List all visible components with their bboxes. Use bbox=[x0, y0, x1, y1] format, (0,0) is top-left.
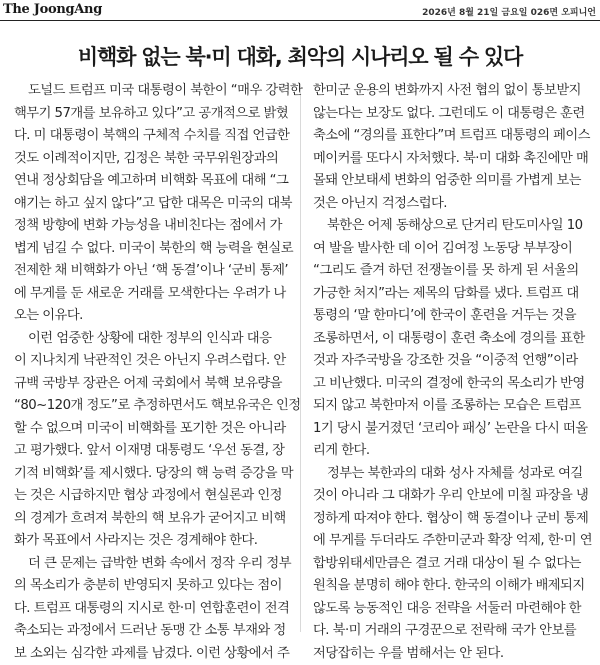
text-line: 정책 방향에 변화 가능성을 내비친다는 점에서 가 bbox=[14, 215, 292, 238]
text-line: 되지 않고 북한마저 이를 조롱하는 모습은 트럼프 bbox=[313, 395, 591, 418]
text-line: 고 평가했다. 앞서 이재명 대통령도 ‘우선 동결, 장 bbox=[14, 440, 292, 463]
text-line: 통령의 ‘말 한마디’에 한국이 훈련을 거두는 것을 bbox=[313, 305, 591, 328]
text-line: 원칙을 분명히 해야 한다. 한국의 이해가 배제되지 bbox=[313, 575, 591, 598]
text-line: 다. 미 대통령이 북핵의 구체적 수치를 직접 언급한 bbox=[14, 125, 292, 148]
text-line: 기적 비핵화’를 제시했다. 당장의 핵 능력 증강을 막 bbox=[14, 463, 292, 486]
text-line: 메이커를 또다시 자처했다. 북·미 대화 촉진에만 매 bbox=[313, 148, 591, 171]
text-line: 않는다는 보장도 없다. 그런데도 이 대통령은 훈련 bbox=[313, 103, 591, 126]
text-line: 것과 자주국방을 강조한 것을 “이중적 언행”이라 bbox=[313, 350, 591, 373]
text-line: 것도 이례적이지만, 김정은 북한 국무위원장과의 bbox=[14, 148, 292, 171]
text-line: “80~120개 정도”로 추정하면서도 핵보유국은 인정 bbox=[14, 395, 292, 418]
text-line: 것이 아니라 그 대화가 우리 안보에 미칠 파장을 냉 bbox=[313, 485, 591, 508]
text-line: 이 지나치게 낙관적인 것은 아닌지 우려스럽다. 안 bbox=[14, 350, 292, 373]
text-line: 할 수 없으며 미국이 비핵화를 포기한 것은 아니라 bbox=[14, 418, 292, 441]
text-line: 오는 이유다. bbox=[14, 305, 292, 328]
text-line: 리게 한다. bbox=[313, 440, 591, 463]
newspaper-logo[interactable]: The JoongAng bbox=[3, 2, 102, 17]
text-line: 축소에 “경의를 표한다”며 트럼프 대통령의 페이스 bbox=[313, 125, 591, 148]
text-line: 한미군 운용의 변화까지 사전 협의 없이 통보받지 bbox=[313, 80, 591, 103]
text-line: 볍게 넘길 수 없다. 미국이 북한의 핵 능력을 현실로 bbox=[14, 238, 292, 261]
text-line: 않도록 능동적인 대응 전략을 서둘러 마련해야 한 bbox=[313, 598, 591, 621]
text-line: 몰돼 안보태세 변화의 엄중한 의미를 가볍게 보는 bbox=[313, 170, 591, 193]
text-line: 가긍한 처지”라는 제목의 담화를 냈다. 트럼프 대 bbox=[313, 283, 591, 306]
column-divider bbox=[300, 84, 301, 632]
text-line: 핵무기 57개를 보유하고 있다”고 공개적으로 밝혔 bbox=[14, 103, 292, 126]
text-line: 의 경계가 흐려져 북한의 핵 보유가 굳어지고 비핵 bbox=[14, 508, 292, 531]
text-line: 고 비난했다. 미국의 결정에 한국의 목소리가 반영 bbox=[313, 373, 591, 396]
text-line: 의 목소리가 충분히 반영되지 못하고 있다는 점이 bbox=[14, 575, 292, 598]
text-line: 다. 북·미 거래의 구경꾼으로 전락해 국가 안보를 bbox=[313, 620, 591, 643]
text-line: 에 무게를 둔 새로운 거래를 모색한다는 우려가 나 bbox=[14, 283, 292, 306]
text-line: 보 소외는 심각한 과제를 남겼다. 이런 상황에서 주 bbox=[14, 643, 292, 665]
headline: 비핵화 없는 북·미 대화, 최악의 시나리오 될 수 있다 bbox=[0, 41, 600, 71]
text-line: 규백 국방부 장관은 어제 국회에서 북핵 보유량을 bbox=[14, 373, 292, 396]
text-line: 정부는 북한과의 대화 성사 자체를 성과로 여길 bbox=[313, 463, 591, 486]
dateline: 2026년 8월 21일 금요일 026면 오피니언 bbox=[422, 5, 596, 18]
text-line: “그리도 즐겨 하던 전쟁놀이를 못 하게 된 서울의 bbox=[313, 260, 591, 283]
text-line: 얘기는 하고 싶지 않다”고 답한 대목은 미국의 대북 bbox=[14, 193, 292, 216]
text-line: 연내 정상회담을 예고하며 비핵화 목표에 대해 “그 bbox=[14, 170, 292, 193]
text-line: 것은 아닌지 걱정스럽다. bbox=[313, 193, 591, 216]
masthead bbox=[0, 0, 600, 22]
text-line: 더 큰 문제는 급박한 변화 속에서 정작 우리 정부 bbox=[14, 553, 292, 576]
masthead-rule bbox=[0, 20, 600, 21]
text-line: 정하게 따져야 한다. 협상이 핵 동결이나 군비 통제 bbox=[313, 508, 591, 531]
text-line: 는 것은 시급하지만 협상 과정에서 현실론과 인정 bbox=[14, 485, 292, 508]
article-column-left bbox=[14, 80, 292, 665]
text-line: 여 발을 발사한 데 이어 김여정 노동당 부부장이 bbox=[313, 238, 591, 261]
text-line: 조롱하면서, 이 대통령이 훈련 축소에 경의를 표한 bbox=[313, 328, 591, 351]
text-line: 화가 목표에서 사라지는 것은 경계해야 한다. bbox=[14, 530, 292, 553]
text-line: 도널드 트럼프 미국 대통령이 북한이 “매우 강력한 bbox=[14, 80, 292, 103]
text-line: 합방위태세만큼은 결코 거래 대상이 될 수 없다는 bbox=[313, 553, 591, 576]
text-line: 1기 당시 불거졌던 ‘코리아 패싱’ 논란을 다시 떠올 bbox=[313, 418, 591, 441]
text-line: 축소되는 과정에서 드러난 동맹 간 소통 부재와 정 bbox=[14, 620, 292, 643]
text-line: 다. 트럼프 대통령의 지시로 한·미 연합훈련이 전격 bbox=[14, 598, 292, 621]
article-column-right bbox=[313, 80, 591, 665]
text-line: 북한은 어제 동해상으로 단거리 탄도미사일 10 bbox=[313, 215, 591, 238]
text-line: 저당잡히는 우를 범해서는 안 된다. bbox=[313, 643, 591, 665]
text-line: 전제한 채 비핵화가 아닌 ‘핵 동결’이나 ‘군비 통제’ bbox=[14, 260, 292, 283]
text-line: 이런 엄중한 상황에 대한 정부의 인식과 대응 bbox=[14, 328, 292, 351]
text-line: 에 무게를 두더라도 주한미군과 확장 억제, 한·미 연 bbox=[313, 530, 591, 553]
